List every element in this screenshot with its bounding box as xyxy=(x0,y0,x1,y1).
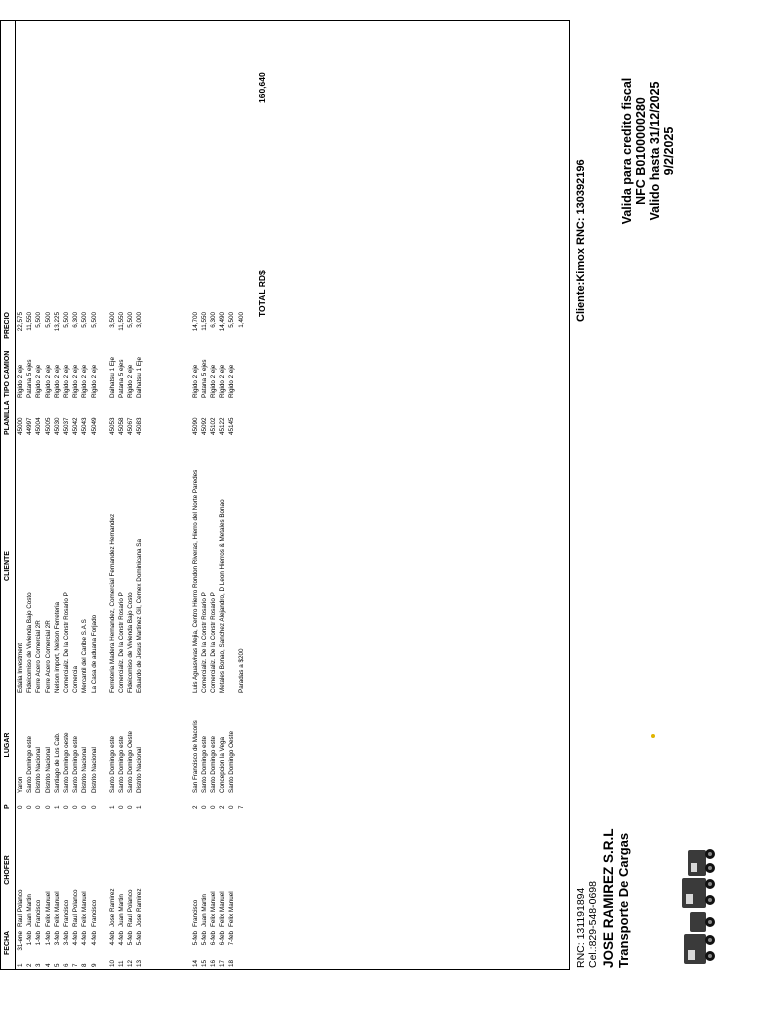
header-p: P xyxy=(4,804,11,809)
cell-precio xyxy=(99,310,108,348)
cell-fecha xyxy=(181,929,190,957)
cell-tipo xyxy=(145,348,154,400)
cell-lugar: Distrito Nacional xyxy=(35,747,43,793)
cell-cliente: Luis Aguasvivas Mejia, Centro Hierro Rondon Riveras, Hierro del Norte Paredes xyxy=(191,469,199,693)
fiscal-credit-label: Valida para credito fiscal xyxy=(620,77,634,225)
cell-cliente: Fideicomiso de Vivienda Bajo Costo xyxy=(26,592,34,693)
cell-chofer: Felix Manuel xyxy=(44,891,52,927)
cell-chofer: Juan Martin xyxy=(26,894,34,927)
cell-precio: 11,550 xyxy=(26,312,34,331)
table-row xyxy=(200,21,209,969)
cell-cliente: Comercializ. De la Constr Rosario P xyxy=(118,592,126,693)
cell-p: 0 xyxy=(228,805,236,809)
cell-cliente xyxy=(181,437,190,695)
cell-chofer: Juan Martin xyxy=(200,894,208,927)
cell-n: 16 xyxy=(209,959,217,967)
cell-tipo: Rigido 2 eje xyxy=(62,364,70,398)
table-row xyxy=(44,21,53,969)
cell-p: 1 xyxy=(53,805,61,809)
cell-tipo xyxy=(237,348,246,400)
cell-n: 18 xyxy=(228,959,236,967)
cell-planilla: 45000 xyxy=(17,417,24,435)
cell-n: 17 xyxy=(219,959,227,967)
cell-n: 11 xyxy=(118,960,126,967)
cell-lugar xyxy=(145,695,154,795)
cell-precio: 5,500 xyxy=(62,312,70,328)
cell-p: 0 xyxy=(90,805,98,809)
cell-planilla: 45122 xyxy=(219,417,227,435)
cell-planilla: 45058 xyxy=(118,417,126,435)
header-tipo-camion: TIPO CAMION xyxy=(4,350,11,398)
cell-cliente: Edalia Investment xyxy=(17,642,24,693)
cell-tipo: Rigido 2 eje xyxy=(81,364,89,398)
cell-planilla: 45053 xyxy=(108,417,116,435)
cell-p: 2 xyxy=(191,805,199,809)
cell-fecha: 6-feb xyxy=(209,931,217,946)
cell-fecha: 4-feb xyxy=(90,931,98,946)
cell-planilla: 45049 xyxy=(90,417,98,435)
cell-cliente: Ferre Acero Comercial 2R xyxy=(44,620,52,693)
cell-cliente xyxy=(145,437,154,695)
cell-fecha: 4-feb xyxy=(118,931,126,946)
cell-cliente: Eduardo de Jesus Martinez Gil, Cemex Dominicana Sa xyxy=(136,539,144,693)
cell-p: 0 xyxy=(26,805,34,809)
table-row xyxy=(209,21,218,969)
cell-cliente xyxy=(163,437,172,695)
cell-lugar xyxy=(172,695,181,795)
cell-cliente: Comercializ. De la Constr Rosario P xyxy=(200,592,208,693)
header-lugar: LUGAR xyxy=(4,732,11,758)
cell-n xyxy=(99,957,108,969)
cell-precio xyxy=(172,310,181,348)
cell-tipo: Rigido 2 eje xyxy=(53,364,61,398)
cell-chofer xyxy=(163,811,172,929)
cell-p: 0 xyxy=(72,805,80,809)
cell-lugar: Santo Domingo este xyxy=(209,735,217,793)
cell-n: 8 xyxy=(81,963,89,967)
cell-n xyxy=(145,957,154,969)
cell-cliente xyxy=(227,437,236,695)
cell-lugar: Distrito Nacional xyxy=(81,747,89,793)
table-row xyxy=(135,21,144,969)
company-rnc: RNC: 131191894 xyxy=(575,887,587,968)
cell-n xyxy=(172,957,181,969)
cell-fecha: 4-feb xyxy=(81,931,89,946)
cell-chofer xyxy=(172,811,181,929)
cell-fecha xyxy=(172,929,181,957)
cell-lugar: Santo Domingo este xyxy=(200,735,208,793)
cell-fecha xyxy=(145,929,154,957)
table-header xyxy=(1,21,16,969)
cell-precio: 5,500 xyxy=(35,312,43,328)
cell-precio: 5,500 xyxy=(81,312,89,328)
cell-precio: 22,575 xyxy=(17,312,24,332)
cell-planilla xyxy=(172,400,181,437)
cell-precio: 5,500 xyxy=(90,312,98,328)
cell-chofer: Francisco xyxy=(90,899,98,927)
cell-planilla xyxy=(181,400,190,437)
cell-precio: 11,550 xyxy=(200,312,208,331)
cell-chofer: Raul Polanco xyxy=(17,889,24,927)
header-cliente: CLIENTE xyxy=(4,551,11,581)
fiscal-info xyxy=(620,36,676,266)
cell-precio xyxy=(181,310,190,348)
cell-fecha: 31-ene xyxy=(17,931,24,951)
header-precio: PRECIO xyxy=(4,312,11,339)
cell-precio: 5,500 xyxy=(228,312,236,328)
table-row xyxy=(90,21,99,969)
cell-fecha: 4-feb xyxy=(72,931,80,946)
table-row xyxy=(62,21,71,969)
cell-planilla xyxy=(154,400,163,437)
cell-lugar: Santo Domingo este xyxy=(118,735,126,793)
cell-planilla: 45092 xyxy=(200,417,208,435)
cell-precio: 11,550 xyxy=(118,312,126,331)
company-name: Transporte De Cargas xyxy=(616,832,631,968)
client-info: Cliente:Kimox RNC: 130392196 xyxy=(575,159,587,322)
cell-n: 7 xyxy=(72,963,80,967)
phone-number: Cel.:829-548-0698 xyxy=(587,881,599,968)
table-row xyxy=(99,21,108,969)
table-row xyxy=(218,21,227,969)
header-planilla: PLANILLA xyxy=(4,400,11,435)
cell-planilla: 45005 xyxy=(44,417,52,435)
cell-chofer: Francisco xyxy=(62,899,70,927)
cell-planilla: 45004 xyxy=(35,417,43,435)
cell-p xyxy=(99,795,108,811)
cell-fecha xyxy=(99,929,108,957)
decorative-dot xyxy=(651,734,655,738)
cell-p: 0 xyxy=(62,805,70,809)
cell-planilla: 45043 xyxy=(81,417,89,435)
cell-lugar: Distrito Nacional xyxy=(90,747,98,793)
cell-chofer xyxy=(145,811,154,929)
cell-n xyxy=(181,957,190,969)
cell-n: 1 xyxy=(17,963,24,967)
cell-fecha xyxy=(163,929,172,957)
cell-tipo: Rigido 2 eje xyxy=(228,364,236,398)
cell-lugar: Santo Domingo este xyxy=(72,735,80,793)
cell-precio: 13,225 xyxy=(53,312,61,332)
cell-lugar: San Francisco de Macoris xyxy=(191,720,199,793)
cell-n: 6 xyxy=(62,963,70,967)
cell-fecha: 5-feb xyxy=(200,931,208,946)
cell-planilla: 45037 xyxy=(62,417,70,435)
cell-tipo: Patana 5 ejes xyxy=(118,359,126,398)
cell-chofer: Juan Martin xyxy=(118,894,126,927)
cell-chofer: Raul Polanco xyxy=(127,889,135,927)
cell-lugar xyxy=(163,695,172,795)
cell-cliente: Ferreteria Madera Hernandez, Comercial Fernandez Hernandez xyxy=(108,513,116,693)
table-row xyxy=(80,21,89,969)
cell-n: 12 xyxy=(127,959,135,967)
table-row xyxy=(163,21,172,969)
cell-chofer xyxy=(154,811,163,929)
owner-name: JOSE RAMIREZ S.R.L xyxy=(601,828,616,968)
cell-lugar: Distrito Nacional xyxy=(44,747,52,793)
cell-planilla: 44997 xyxy=(26,417,34,435)
cell-planilla: 45145 xyxy=(228,417,236,435)
cell-chofer: Felix Manuel xyxy=(219,891,227,927)
total-label: TOTAL RD$ xyxy=(257,270,267,317)
cell-p xyxy=(163,795,172,811)
table-row xyxy=(117,21,126,969)
cell-lugar xyxy=(237,695,246,795)
cell-chofer: Felix Manuel xyxy=(209,891,217,927)
cell-cliente: Comercializ. De la Constr Rosario P xyxy=(62,592,70,693)
cell-tipo xyxy=(154,348,163,400)
cell-cliente: La Casa de aduana Forjado xyxy=(90,614,98,693)
cell-n: 13 xyxy=(136,959,144,967)
cell-n xyxy=(237,957,246,969)
cell-chofer: Felix Manuel xyxy=(81,891,89,927)
cell-planilla xyxy=(237,400,246,437)
cell-fecha: 3-feb xyxy=(53,931,61,946)
cell-p: 0 xyxy=(209,805,217,809)
cell-p: 0 xyxy=(81,805,89,809)
cell-fecha xyxy=(237,929,246,957)
cell-p: 7 xyxy=(237,805,245,809)
cell-precio xyxy=(154,310,163,348)
cell-fecha: 6-feb xyxy=(219,931,227,946)
cell-cliente: Mercantil del Caribe S.A.S xyxy=(81,619,89,693)
cell-tipo xyxy=(99,348,108,400)
cell-fecha: 5-feb xyxy=(136,931,144,946)
cell-p xyxy=(154,795,163,811)
cell-p xyxy=(172,795,181,811)
table-body xyxy=(16,21,246,969)
cell-lugar xyxy=(154,695,163,795)
cell-n xyxy=(154,957,163,969)
cell-lugar: Yaron xyxy=(17,776,24,793)
cell-n: 14 xyxy=(191,959,199,967)
cell-tipo: Rigido 2 eje xyxy=(44,364,52,398)
cell-tipo: Daihatsu 1 Eje xyxy=(108,357,116,398)
cell-cliente: Fideicomiso de Vivienda Bajo Costo xyxy=(127,592,135,693)
cell-chofer: Felix Manuel xyxy=(53,891,61,927)
cell-n: 2 xyxy=(26,963,34,967)
ncf-number: NFC B0100000280 xyxy=(634,97,648,205)
cell-tipo: Patana 5 ejes xyxy=(200,359,208,398)
valid-until: Valido hasta 31/12/2025 xyxy=(648,81,662,221)
cell-fecha: 4-feb xyxy=(108,931,116,946)
cell-cliente xyxy=(154,437,163,695)
cell-tipo: Daihatsu 1 Eje xyxy=(136,357,144,398)
cell-cliente: Metales Bonao, Sanchez Alejandro, D Leon Hierros & Metales Bonao xyxy=(219,499,227,693)
cell-tipo xyxy=(172,348,181,400)
total-value: 160,640 xyxy=(257,72,267,103)
table-row xyxy=(108,21,117,969)
cell-lugar: Santo Domingo este xyxy=(108,735,116,793)
cell-n: 9 xyxy=(90,963,98,967)
cell-planilla xyxy=(163,400,172,437)
cell-fecha: 3-feb xyxy=(62,931,70,946)
cell-lugar: Concepcion la Vega xyxy=(219,736,227,793)
cell-p: 0 xyxy=(118,805,126,809)
cell-fecha: 1-feb xyxy=(26,931,34,946)
cell-precio: 14,490 xyxy=(219,312,227,332)
cell-p xyxy=(145,795,154,811)
table-row xyxy=(237,21,246,969)
cell-n: 3 xyxy=(35,963,43,967)
table-row xyxy=(154,21,163,969)
cell-chofer: Jose Ramirez xyxy=(136,888,144,927)
cell-fecha: 1-feb xyxy=(44,931,52,946)
cell-lugar: Santo Domingo Oeste xyxy=(127,731,135,793)
cell-precio: 3,500 xyxy=(108,312,116,328)
cell-tipo: Rigido 2 eje xyxy=(72,364,80,398)
cell-planilla: 45083 xyxy=(136,417,144,435)
cell-chofer: Raul Polanco xyxy=(72,889,80,927)
cell-fecha: 1-feb xyxy=(35,931,43,946)
cell-p: 0 xyxy=(17,805,24,809)
cell-lugar: Santo Domingo este xyxy=(26,735,34,793)
cell-lugar: Santo Domingo Oeste xyxy=(228,731,236,793)
cell-chofer xyxy=(181,811,190,929)
cell-n: 5 xyxy=(53,963,61,967)
cell-p: 0 xyxy=(127,805,135,809)
cell-precio: 5,500 xyxy=(127,312,135,328)
cell-chofer: Felix Manuel xyxy=(228,891,236,927)
cell-tipo: Rigido 2 eje xyxy=(127,364,135,398)
cell-fecha: 5-feb xyxy=(191,931,199,946)
cell-cliente: Ferre Acero Comercial 2R xyxy=(35,620,43,693)
cell-tipo xyxy=(163,348,172,400)
cell-p: 1 xyxy=(108,805,116,809)
table-row xyxy=(126,21,135,969)
cell-planilla xyxy=(145,400,154,437)
cell-tipo: Patana 5 ejes xyxy=(26,359,34,398)
cell-tipo: Rigido 2 eje xyxy=(191,364,199,398)
cell-planilla: 45090 xyxy=(191,417,199,435)
cell-precio: 6,300 xyxy=(209,312,217,328)
invoice-date: 9/2/2025 xyxy=(662,126,676,176)
cell-cliente: Comercia xyxy=(72,666,80,693)
table-row xyxy=(227,21,236,969)
cell-tipo: Rigido 2 eje xyxy=(219,364,227,398)
cell-tipo: Rigido 2 eje xyxy=(17,364,24,398)
cell-p: 1 xyxy=(136,805,144,809)
cell-chofer: Jose Ramirez xyxy=(108,888,116,927)
cell-tipo: Rigido 2 eje xyxy=(35,364,43,398)
table-row xyxy=(145,21,154,969)
cell-tipo: Rigido 2 eje xyxy=(90,364,98,398)
trips-table xyxy=(0,20,570,970)
cell-tipo xyxy=(181,348,190,400)
header-fecha: FECHA xyxy=(4,930,11,955)
cell-lugar: Santo Domingo oeste xyxy=(62,732,70,793)
header-chofer: CHOFER xyxy=(4,855,11,885)
cell-planilla: 45030 xyxy=(53,417,61,435)
cell-chofer xyxy=(237,811,246,929)
cell-tipo: Rigido 2 eje xyxy=(209,364,217,398)
table-row xyxy=(53,21,62,969)
cell-p: 0 xyxy=(44,805,52,809)
cell-cliente: Comercializ. De la Constr Rosario P xyxy=(209,592,217,693)
cell-precio: 3,000 xyxy=(136,312,144,328)
cell-precio: 1,400 xyxy=(237,312,245,328)
cell-n xyxy=(163,957,172,969)
table-row xyxy=(191,21,200,969)
cell-planilla: 45042 xyxy=(72,417,80,435)
table-row xyxy=(181,21,190,969)
cell-p: 0 xyxy=(35,805,43,809)
table-row xyxy=(34,21,43,969)
cell-lugar: Santiago de Los Cab. xyxy=(53,732,61,793)
cell-precio: 6,300 xyxy=(72,312,80,328)
cell-cliente: Nelson import, Nelson Ferreteria xyxy=(53,602,61,693)
cell-chofer: Francisco xyxy=(191,899,199,927)
cell-n: 10 xyxy=(108,959,116,967)
cell-lugar xyxy=(181,695,190,795)
cell-precio xyxy=(163,310,172,348)
cell-lugar xyxy=(99,695,108,795)
table-row xyxy=(16,21,25,969)
cell-planilla xyxy=(99,400,108,437)
cell-precio: 14,700 xyxy=(191,312,199,332)
cell-chofer xyxy=(99,811,108,929)
cell-fecha: 5-feb xyxy=(127,931,135,946)
cell-chofer: Francisco xyxy=(35,899,43,927)
cell-p: 0 xyxy=(200,805,208,809)
cell-n: 4 xyxy=(44,963,52,967)
cell-planilla: 45102 xyxy=(209,417,217,435)
cell-n: 15 xyxy=(200,959,208,967)
cell-precio xyxy=(145,310,154,348)
cell-p xyxy=(181,795,190,811)
table-row xyxy=(172,21,181,969)
cell-cliente xyxy=(99,437,108,695)
cell-fecha: 7-feb xyxy=(228,931,236,946)
cell-planilla: 45067 xyxy=(127,417,135,435)
cell-fecha xyxy=(154,929,163,957)
table-row xyxy=(25,21,34,969)
cell-precio: 5,500 xyxy=(44,312,52,328)
cell-p: 2 xyxy=(219,805,227,809)
cell-cliente xyxy=(172,437,181,695)
truck-logo-icon xyxy=(662,840,734,972)
cell-lugar: Distrito Nacional xyxy=(136,747,144,793)
cell-cliente: Paradas a $200 xyxy=(237,648,245,693)
table-row xyxy=(71,21,80,969)
